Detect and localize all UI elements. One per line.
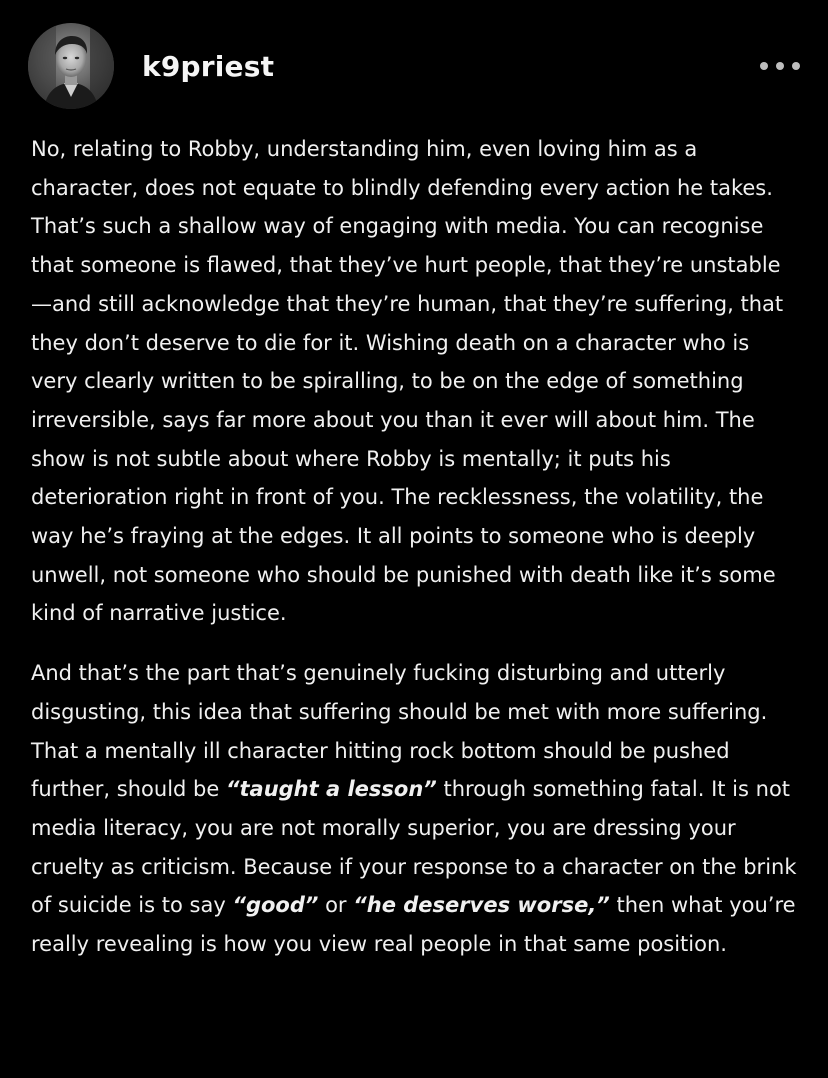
emphasis-quote: “he deserves worse,” — [353, 893, 610, 918]
post-header — [28, 20, 800, 112]
paragraph-text: then what you’re really revealing is how you view real people in that same position. — [31, 893, 796, 957]
ellipsis-icon — [792, 62, 800, 70]
emphasis-quote: “good” — [232, 893, 319, 918]
user-avatar[interactable] — [28, 23, 114, 109]
post-paragraph-1: No, relating to Robby, understanding him, even loving him as a character, does not equate to blindly defending every action he takes. That’s such a shallow way of engaging with media. You can recognise that someone is flawed, that they’ve hurt people, that they’re unstable—and still acknowledge that they’re human, that they’re suffering, that they don’t deserve to die for it. Wishing death on a character who is very clearly written to be spiralling, to be on the edge of something irreversible, says far more about you than it ever will about him. The show is not subtle about where Robby is mentally; it puts his deterioration right in front of you. The recklessness, the volatility, the way he’s fraying at the edges. It all points to someone who is deeply unwell, not someone who should be punished with death like it’s some kind of narrative justice. — [31, 137, 784, 626]
more-options-button[interactable] — [760, 54, 800, 78]
paragraph-text: And that’s the part that’s genuinely fucking disturbing and utterly disgusting, this idea that suffering should be met with more suffering. That a mentally ill character hitting rock bottom should be pushed further, should be — [31, 661, 768, 802]
avatar-photo-icon — [28, 23, 114, 109]
paragraph-text: or — [318, 893, 354, 918]
paragraph-text: through something fatal. It is not media literacy, you are not morally superior, you are dressing your cruelty as criticism. Because if your response to a character on the brink of suicide is to say — [31, 777, 797, 918]
emphasis-quote: “taught a lesson” — [225, 777, 437, 802]
post-paragraph-2 — [31, 654, 801, 964]
username-link[interactable]: k9priest — [142, 49, 275, 83]
ellipsis-icon — [760, 62, 768, 70]
post-body — [31, 130, 801, 964]
ellipsis-icon — [776, 62, 784, 70]
